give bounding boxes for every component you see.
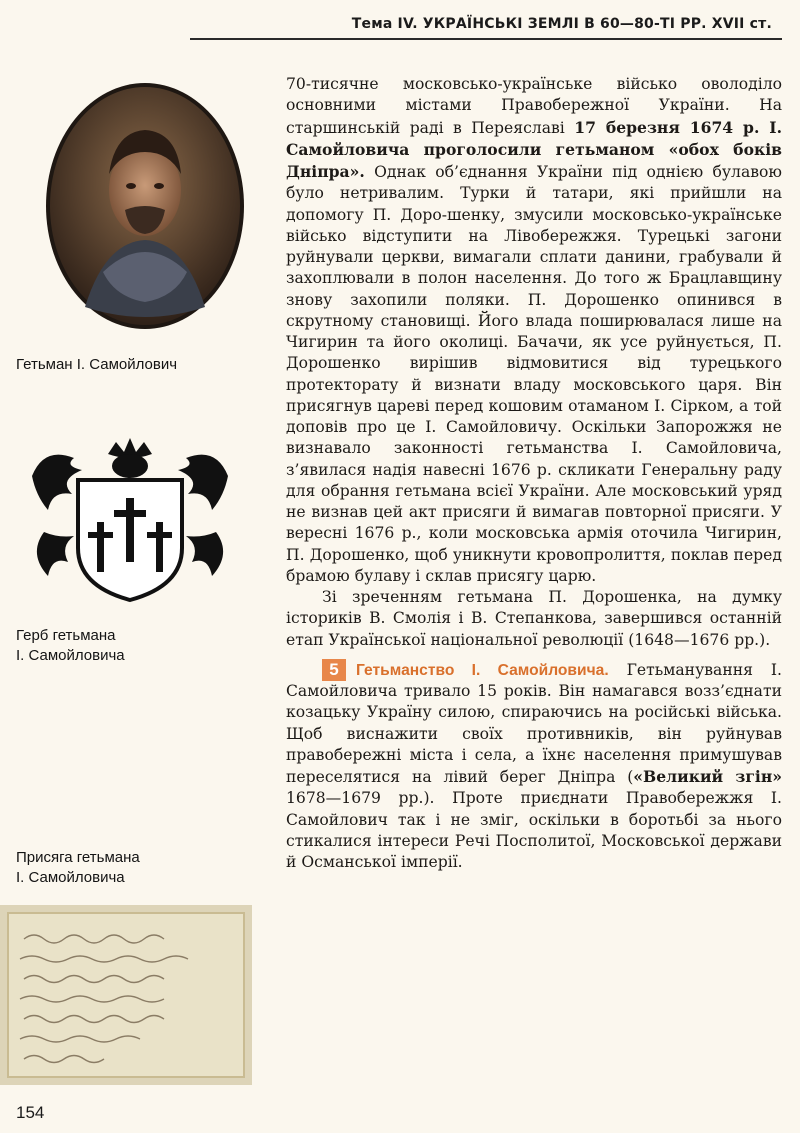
coat-of-arms-image: [24, 436, 236, 606]
oath-caption-line1: Присяга гетьмана: [16, 849, 140, 866]
p1-text-a: 70-тисячне московсько-українське військо оволоділо основними містами Правобережної України. На старшинській раді в Переяславі: [286, 75, 782, 137]
page-header: [0, 12, 800, 40]
oath-document-image: [0, 905, 252, 1085]
p1-text-c: Однак об’єднання України під однією булавою було нетривалим. Турки й татари, які прийшли на допомогу П. Доро-шенку, змусили московсько-українське військо відступити на Лівобережжя. Турецькі загони руйнували церкви, вимагали сплати данини, грабували й захоплювали в полон населення. До того ж Брацлавщину знову захопили поляки. П. Дорошенко опинився в скрутному становищі. Його влада поширювалася лише на Чигирин та його околиці. Бачачи, як усе руйнується, П. Дорошенко вирішив відмовитися від турецького протекторату й визнати владу московського царя. Він присягнув цареві перед кошовим отаманом І. Сірком, а той доповів про це І. Самойловичу. Оскільки Запорожжя не визнавало законності гетьманства І. Самойловича, з’явилася надія навесні 1676 р. скликати Генеральну раду для обрання гетьмана всієї України. Але московський уряд не визнав цей акт присяги й вимагав повторної присяги. У вересні 1676 р., коли московська армія оточила Чигирин, П. Дорошенко, щоб уникнути кровопролиття, поклав перед брамою булаву і склав присягу царю.: [286, 163, 782, 585]
p3-text-c: 1678—1679 рр.). Проте приєднати Правобережжя І. Самойлович так і не зміг, оскільки в боротьбі за нього стикалися інтереси Речі Посполитої, Московської держави й Османської імперії.: [286, 789, 782, 871]
header-title: Тема IV. УКРАЇНСЬКІ ЗЕМЛІ В 60—80-ТІ РР. XVII ст.: [351, 16, 772, 32]
portrait-caption: Гетьман І. Самойлович: [16, 356, 178, 373]
p3-bold: «Великий згін»: [633, 767, 783, 786]
section-number: 5: [322, 659, 346, 681]
paragraph-3: [286, 659, 782, 874]
section-title: Гетьманство І. Самойловича.: [356, 661, 609, 679]
p1-bold: 17 березня 1674 р. І. Самойловича проголосили гетьманом «обох боків Дніпра».: [286, 117, 783, 181]
coat-caption-line1: Герб гетьмана: [16, 627, 116, 644]
coat-caption-line2: І. Самойловича: [16, 647, 125, 664]
hetman-portrait-image: [45, 82, 245, 330]
oath-caption-line2: І. Самойловича: [16, 869, 125, 886]
page-number: 154: [16, 1103, 45, 1122]
main-text: [286, 74, 782, 873]
paragraph-2: Зі зреченням гетьмана П. Дорошенка, на думку істориків В. Смолія і В. Степанкова, завершився останній етап Української національної революції (1648—1676 рр.).: [286, 588, 782, 649]
p3-text-a: Гетьманування І. Самойловича тривало 15 років. Він намагався возз’єднати козацьку Україну силою, спираючись на російські війська. Щоб виснажити своїх противників, він руйнував правобережні міста і села, а їхнє населення примушував переселятися на лівий берег Дніпра (: [286, 660, 782, 786]
paragraph-1: [286, 74, 782, 587]
header-rule: [190, 38, 782, 40]
